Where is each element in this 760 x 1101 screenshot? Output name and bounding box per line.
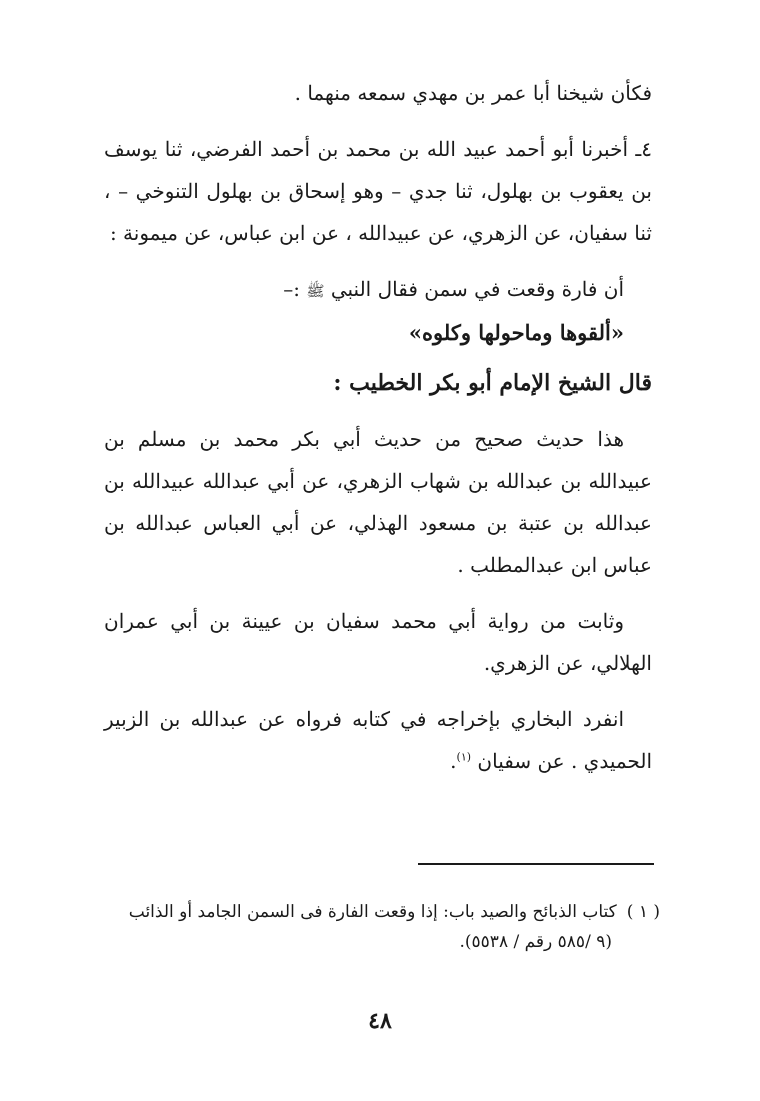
paragraph-grading: هذا حديث صحيح من حديث أبي بكر محمد بن مسلم بن عبيدالله بن عبدالله بن شهاب الزهري، عن أبي عبدالله عبيدالله بن عبدالله بن عتبة بن مسعود الهذلي، عن أبي العباس عبدالله بن عباس ابن عبدالمطلب . bbox=[104, 427, 652, 577]
paragraph-intro: فكأن شيخنا أبا عمر بن مهدي سمعه منهما . bbox=[294, 81, 652, 105]
bukhari-text: انفرد البخاري بإخراجه في كتابه فرواه عن عبدالله بن الزبير الحميدي . عن سفيان bbox=[104, 707, 652, 773]
honorific-glyph: ﷺ bbox=[306, 282, 325, 300]
main-text bbox=[104, 72, 652, 782]
matn-end: :– bbox=[283, 277, 307, 301]
hadith-quote: «ألقوها وماحولها وكلوه» bbox=[408, 320, 624, 345]
footnote-text: كتاب الذبائح والصيد باب: إذا وقعت الفارة فى السمن الجامد أو الذائب bbox=[128, 902, 617, 922]
paragraph-bukhari bbox=[104, 698, 652, 782]
footnote-reference[interactable]: (١) bbox=[456, 750, 472, 764]
footnote-marker: ( ١ ) bbox=[626, 902, 660, 922]
section-heading: قال الشيخ الإمام أبو بكر الخطيب : bbox=[333, 370, 652, 396]
paragraph-matn bbox=[104, 268, 652, 312]
bukhari-end: . bbox=[450, 749, 457, 773]
footnote-line-1 bbox=[100, 897, 660, 927]
paragraph-narration: وثابت من رواية أبي محمد سفيان بن عيينة بن أبي عمران الهلالي، عن الزهري. bbox=[104, 609, 652, 675]
footnotes bbox=[100, 897, 660, 957]
paragraph-isnad: ٤ـ أخبرنا أبو أحمد عبيد الله بن محمد بن أحمد الفرضي، ثنا يوسف بن يعقوب بن بهلول، ثنا جدي – وهو إسحاق بن بهلول التنوخي – ، ثنا سفيان، عن الزهري، عن عبيدالله ، عن ابن عباس، عن ميمونة : bbox=[104, 137, 652, 245]
footnote-divider bbox=[418, 863, 654, 865]
footnote-line-2: (٩ /٥٨٥ رقم / ٥٥٣٨). bbox=[459, 932, 612, 952]
page-number: ٤٨ bbox=[368, 1008, 392, 1034]
matn-text: أن فارة وقعت في سمن فقال النبي bbox=[330, 277, 624, 301]
